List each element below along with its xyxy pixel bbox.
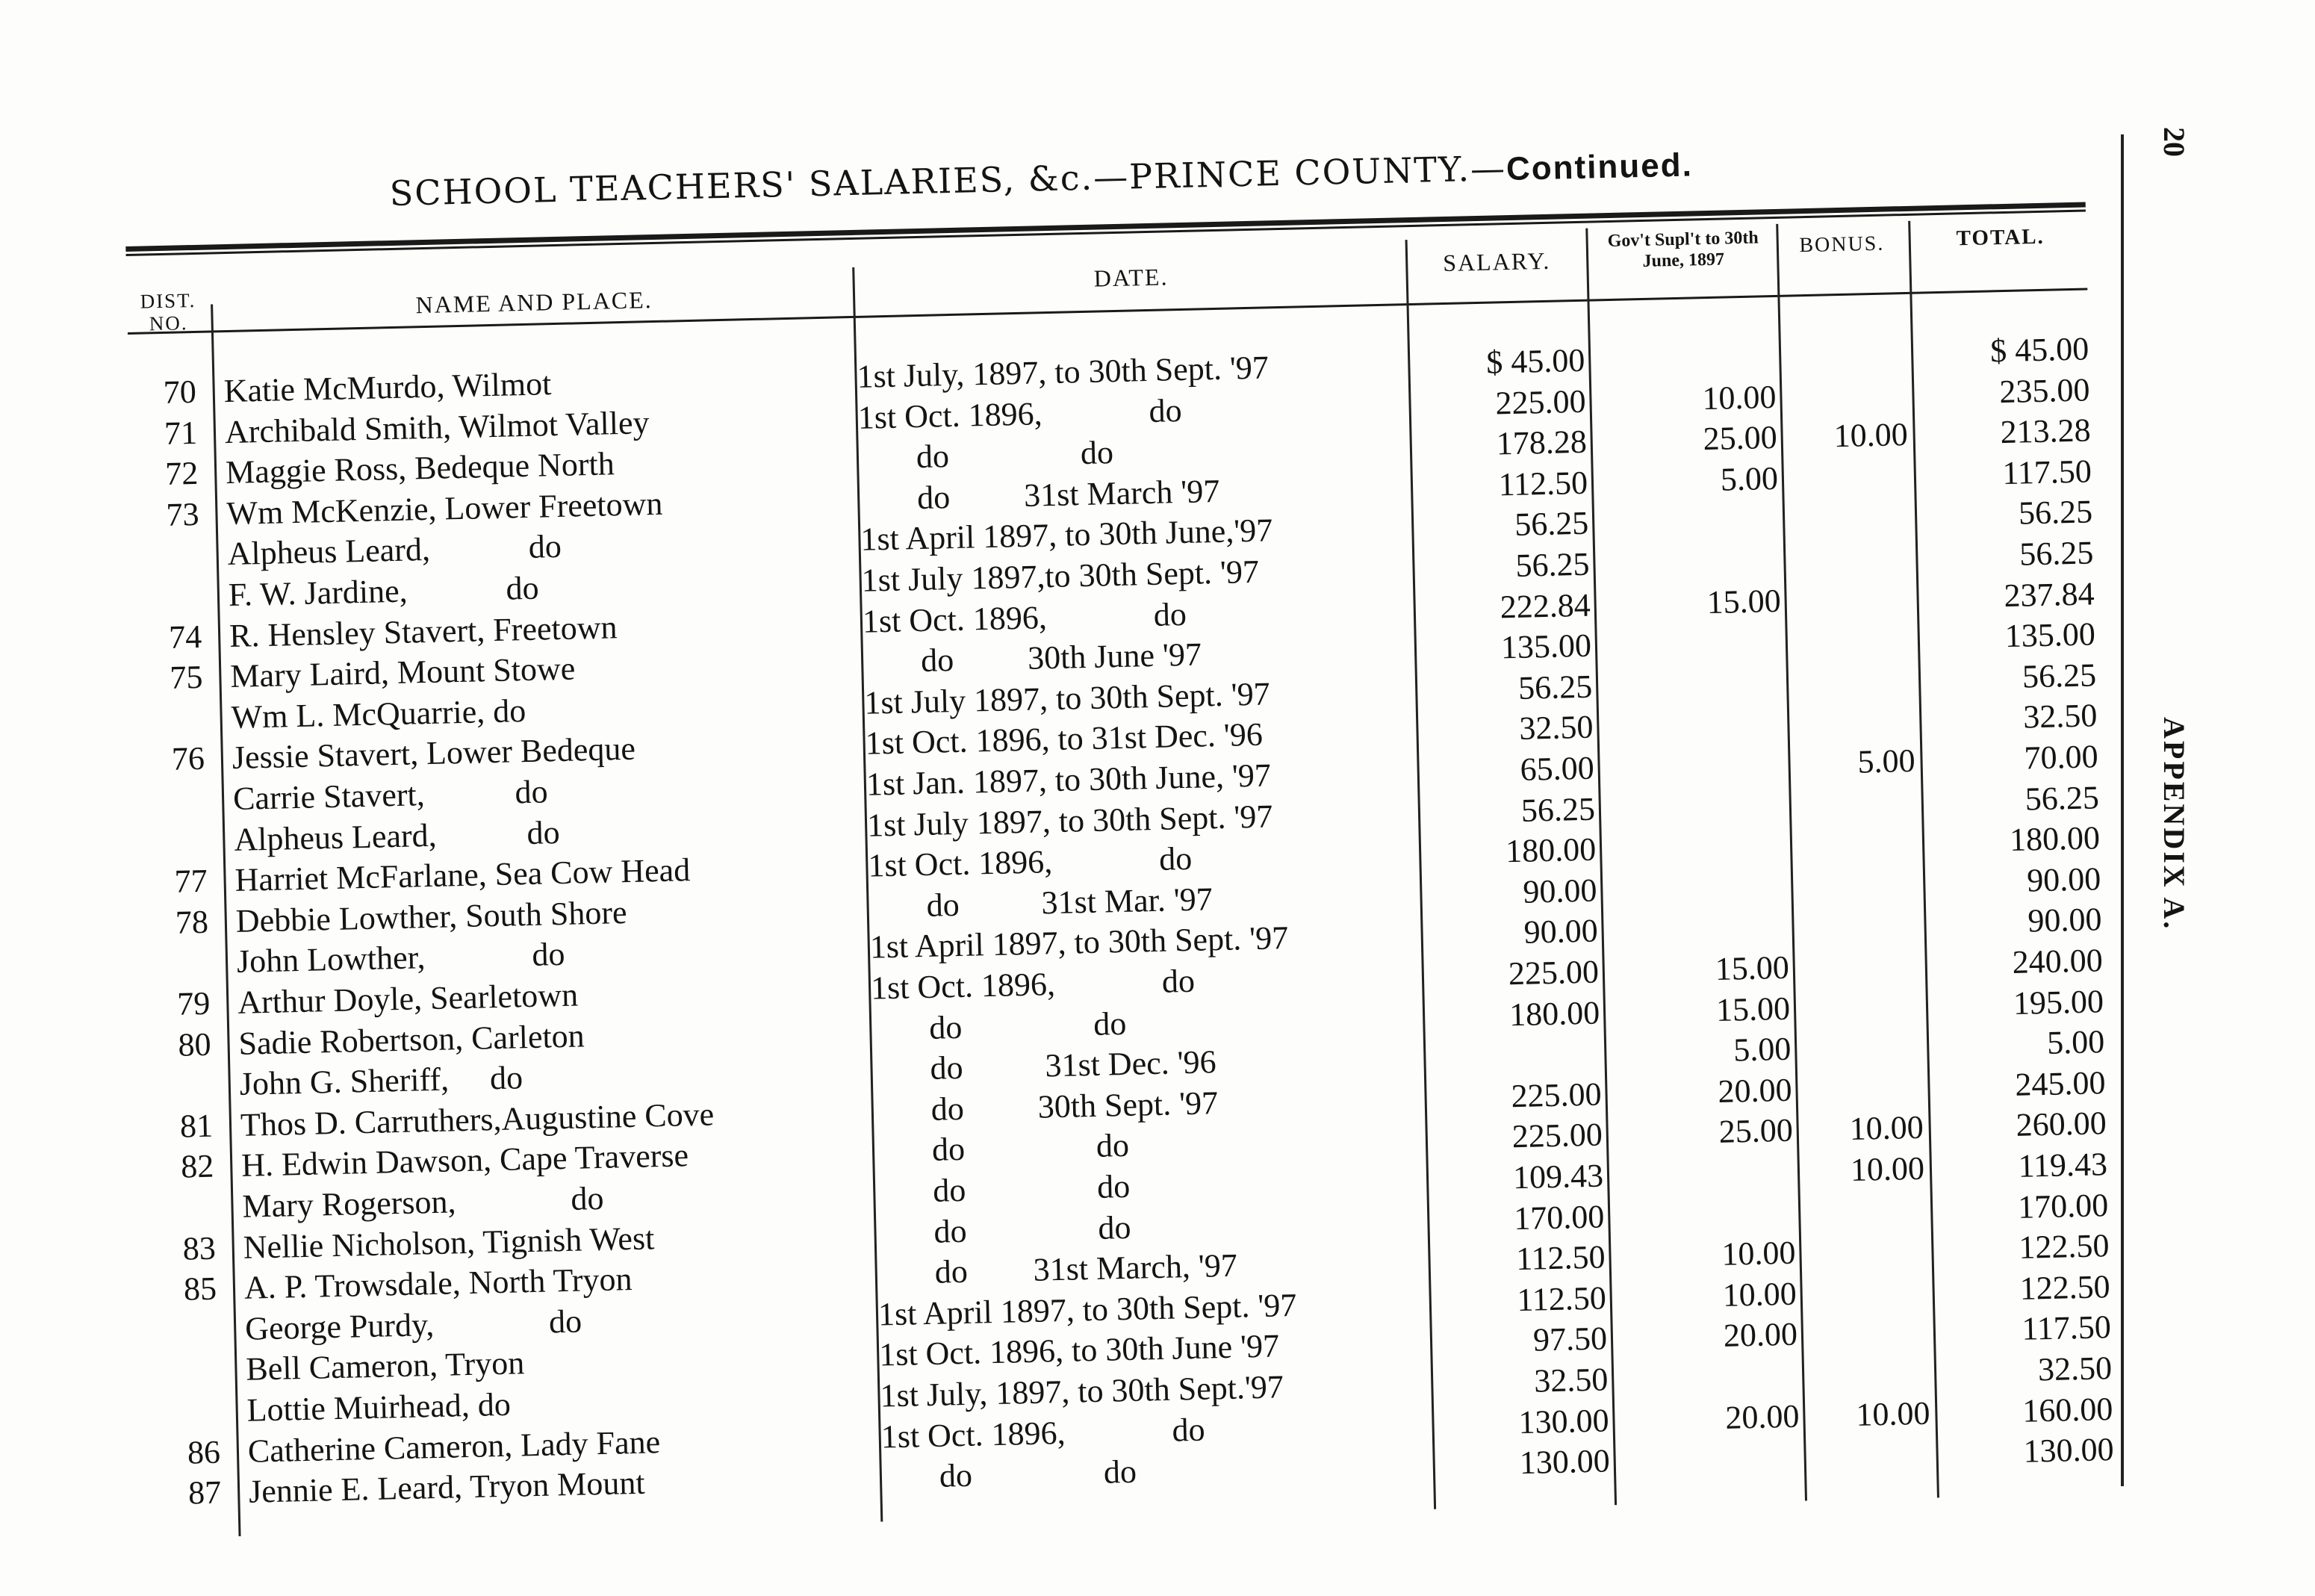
cell-date: do 30th Sept. '97 xyxy=(873,1084,1219,1129)
cell-salary: 56.25 xyxy=(1514,545,1591,584)
cell-salary: 90.00 xyxy=(1522,872,1597,910)
cell-date: 1st April 1897, to 30th June,'97 xyxy=(860,512,1273,559)
cell-dist: 71 xyxy=(164,414,198,452)
cell-bonus: 10.00 xyxy=(1833,416,1909,455)
cell-salary: 135.00 xyxy=(1500,627,1592,666)
side-page-number: 20 xyxy=(2157,127,2191,157)
cell-total: 160.00 xyxy=(2022,1390,2113,1429)
cell-dist: 75 xyxy=(169,659,203,697)
cell-salary: 65.00 xyxy=(1520,749,1595,788)
cell-total: 260.00 xyxy=(2016,1105,2107,1144)
cell-date: do 31st March, '97 xyxy=(877,1246,1238,1292)
cell-total: 195.00 xyxy=(2013,982,2104,1022)
col-header-salary: SALARY. xyxy=(1442,246,1551,277)
cell-gov: 5.00 xyxy=(1733,1030,1792,1069)
cell-dist: 70 xyxy=(163,373,197,411)
cell-date: 1st Oct. 1896, do xyxy=(857,391,1183,436)
cell-dist: 82 xyxy=(180,1148,214,1186)
cell-dist: 80 xyxy=(178,1025,212,1064)
cell-gov: 10.00 xyxy=(1721,1234,1797,1273)
cell-total: 170.00 xyxy=(2017,1186,2109,1226)
cell-gov: 15.00 xyxy=(1706,582,1782,621)
cell-gov xyxy=(1596,336,1775,340)
cell-dist: 86 xyxy=(187,1433,221,1471)
cell-date: do do xyxy=(871,1005,1127,1048)
cell-name: Alpheus Leard, do xyxy=(233,813,561,858)
cell-dist: 81 xyxy=(179,1107,214,1145)
cell-salary: 56.25 xyxy=(1517,668,1593,707)
cell-total: 135.00 xyxy=(2004,615,2096,655)
cell-total: 240.00 xyxy=(2012,942,2104,981)
cell-total: 122.50 xyxy=(2019,1267,2111,1307)
cell-name: Wm L. McQuarrie, do xyxy=(231,692,526,736)
cell-name: Lottie Muirhead, do xyxy=(246,1385,512,1429)
cell-date: 1st Oct. 1896, do xyxy=(862,595,1187,640)
cell-name: Debbie Lowther, South Shore xyxy=(235,893,627,940)
cell-name: Arthur Doyle, Searletown xyxy=(237,976,579,1021)
cell-dist: 77 xyxy=(174,862,208,900)
cell-bonus: 10.00 xyxy=(1849,1109,1924,1148)
cell-dist: 78 xyxy=(175,903,209,941)
cell-salary: 112.50 xyxy=(1498,464,1588,503)
cell-total: 5.00 xyxy=(2046,1023,2105,1062)
cell-name: R. Hensley Stavert, Freetown xyxy=(229,608,618,654)
cell-date: 1st Oct. 1896, to 30th June '97 xyxy=(878,1327,1280,1373)
cell-salary: 180.00 xyxy=(1505,830,1597,870)
cell-total: 122.50 xyxy=(2018,1227,2110,1267)
cell-salary: 178.28 xyxy=(1496,423,1588,462)
col-header-name: NAME AND PLACE. xyxy=(415,286,653,319)
col-header-dist: DIST. NO. xyxy=(140,288,196,335)
cell-total: 245.00 xyxy=(2014,1064,2106,1103)
cell-dist: 87 xyxy=(187,1474,222,1512)
cell-date: 1st April 1897, to 30th Sept. '97 xyxy=(877,1286,1297,1333)
cell-gov: 5.00 xyxy=(1720,459,1779,498)
cell-date: do 31st March '97 xyxy=(859,472,1220,518)
cell-name: Archibald Smith, Wilmot Valley xyxy=(224,403,650,450)
cell-name: Jennie E. Leard, Tryon Mount xyxy=(248,1464,646,1510)
cell-total: 90.00 xyxy=(2027,901,2103,940)
cell-date: do do xyxy=(875,1208,1132,1252)
cell-name: Sadie Robertson, Carleton xyxy=(238,1016,585,1062)
cell-name: Mary Laird, Mount Stowe xyxy=(229,650,576,695)
cell-date: 1st July 1897, to 30th Sept. '97 xyxy=(863,675,1271,721)
cell-gov: 20.00 xyxy=(1717,1071,1793,1110)
cell-salary: 130.00 xyxy=(1517,1401,1610,1441)
cell-name: H. Edwin Dawson, Cape Traverse xyxy=(240,1137,689,1184)
cell-date: do do xyxy=(858,434,1114,477)
cell-name: John G. Sheriff, do xyxy=(239,1059,523,1103)
cell-salary: 225.00 xyxy=(1511,1116,1603,1155)
cell-dist: 85 xyxy=(183,1270,217,1308)
cell-salary: 32.50 xyxy=(1518,709,1594,748)
cell-name: Mary Rogerson, do xyxy=(241,1179,604,1225)
cell-dist: 74 xyxy=(168,618,202,656)
cell-date: do do xyxy=(874,1127,1130,1170)
cell-name: Carrie Stavert, do xyxy=(232,773,549,817)
cell-gov: 15.00 xyxy=(1715,948,1790,987)
cell-total: 130.00 xyxy=(2023,1431,2115,1470)
cell-date: 1st July 1897,to 30th Sept. '97 xyxy=(861,553,1260,599)
cell-gov: 25.00 xyxy=(1718,1112,1794,1151)
col-header-total: TOTAL. xyxy=(1956,224,2045,251)
cell-dist: 72 xyxy=(164,455,199,493)
cell-bonus: 5.00 xyxy=(1857,742,1916,780)
cell-total: 56.25 xyxy=(2022,656,2097,695)
cell-date: 1st April 1897, to 30th Sept. '97 xyxy=(869,919,1289,966)
cell-name: Alpheus Leard, do xyxy=(227,528,562,573)
cell-dist: 83 xyxy=(182,1229,217,1267)
cell-name: George Purdy, do xyxy=(244,1302,582,1347)
cell-total: 117.50 xyxy=(2021,1308,2112,1348)
cell-total: 56.25 xyxy=(2018,493,2093,532)
cell-total: 213.28 xyxy=(2000,412,2092,451)
cell-date: 1st July, 1897, to 30th Sept.'97 xyxy=(879,1368,1284,1415)
cell-name: Thos D. Carruthers,Augustine Cove xyxy=(240,1096,715,1143)
page-title xyxy=(389,140,1853,214)
title-main: SCHOOL TEACHERS' SALARIES, &c.—PRINCE COUNTY.— xyxy=(389,148,1507,214)
col-header-bonus: BONUS. xyxy=(1799,232,1885,258)
cell-date: 1st July, 1897, to 30th Sept. '97 xyxy=(856,349,1270,395)
cell-name: Katie McMurdo, Wilmot xyxy=(223,365,552,410)
cell-bonus xyxy=(1783,333,1906,336)
cell-gov: 25.00 xyxy=(1703,419,1778,458)
cell-dist: 73 xyxy=(165,495,200,533)
cell-total: 180.00 xyxy=(2009,819,2101,859)
cell-name: Maggie Ross, Bedeque North xyxy=(225,445,615,491)
cell-gov: 20.00 xyxy=(1723,1316,1798,1355)
cell-total: 235.00 xyxy=(1998,371,2090,410)
cell-date: 1st Oct. 1896, to 31st Dec. '96 xyxy=(865,716,1264,763)
cell-name: Harriet McFarlane, Sea Cow Head xyxy=(234,851,691,899)
cell-name: F. W. Jardine, do xyxy=(228,569,540,614)
cell-name: Nellie Nicholson, Tignish West xyxy=(243,1219,655,1266)
cell-name: Jessie Stavert, Lower Bedeque xyxy=(232,730,636,777)
cell-gov: 10.00 xyxy=(1701,378,1777,417)
cell-date: do 31st Mar. '97 xyxy=(868,881,1214,925)
cell-salary: 225.00 xyxy=(1511,1075,1603,1115)
side-appendix-label: APPENDIX A. xyxy=(2157,717,2191,931)
cell-name: John Lowther, do xyxy=(236,936,565,981)
cell-salary: 56.25 xyxy=(1514,505,1589,544)
cell-date: do 31st Dec. '96 xyxy=(872,1043,1217,1088)
cell-total: 119.43 xyxy=(2017,1146,2108,1184)
cell-salary: $ 45.00 xyxy=(1485,341,1585,381)
cell-salary: 130.00 xyxy=(1519,1442,1611,1482)
col-header-date: DATE. xyxy=(1093,263,1169,292)
cell-salary: 222.84 xyxy=(1500,586,1591,625)
cell-salary: 170.00 xyxy=(1513,1198,1605,1237)
cell-dist: 79 xyxy=(176,984,211,1022)
cell-salary: 225.00 xyxy=(1494,382,1587,422)
cell-date: 1st Oct. 1896, do xyxy=(880,1411,1206,1456)
cell-bonus: 10.00 xyxy=(1850,1149,1925,1188)
cell-total: 32.50 xyxy=(2037,1350,2113,1388)
right-margin-rule xyxy=(2121,134,2124,1486)
cell-salary: 180.00 xyxy=(1508,994,1600,1033)
title-continued: Continued. xyxy=(1505,146,1694,188)
cell-total: 32.50 xyxy=(2022,697,2098,736)
cell-salary: 112.50 xyxy=(1515,1238,1606,1278)
cell-total: 117.50 xyxy=(2001,453,2092,491)
cell-bonus: 10.00 xyxy=(1855,1394,1930,1433)
cell-date: 1st Oct. 1896, do xyxy=(870,962,1196,1007)
cell-total: 70.00 xyxy=(2023,738,2099,777)
cell-salary: 56.25 xyxy=(1520,790,1596,829)
cell-date: do do xyxy=(874,1167,1131,1211)
cell-name: Catherine Cameron, Lady Fane xyxy=(247,1423,661,1470)
cell-total: 90.00 xyxy=(2026,860,2101,899)
cell-gov: 20.00 xyxy=(1724,1397,1800,1436)
cell-salary: 97.50 xyxy=(1532,1320,1608,1359)
cell-date: do do xyxy=(881,1453,1137,1496)
cell-gov: 10.00 xyxy=(1722,1275,1797,1314)
cell-salary: 90.00 xyxy=(1523,912,1599,951)
cell-gov: 15.00 xyxy=(1715,990,1791,1028)
cell-salary: 109.43 xyxy=(1512,1157,1604,1196)
col-header-gov-supplement: Gov't Supl't to 30th June, 1897 xyxy=(1607,228,1759,271)
cell-date: 1st Jan. 1897, to 30th June, '97 xyxy=(866,757,1272,803)
cell-name: Bell Cameron, Tryon xyxy=(245,1344,525,1388)
cell-date: 1st Oct. 1896, do xyxy=(867,840,1193,884)
cell-salary: 32.50 xyxy=(1533,1361,1609,1400)
cell-salary: 112.50 xyxy=(1516,1279,1607,1318)
cell-salary: 225.00 xyxy=(1508,953,1600,993)
cell-total: 237.84 xyxy=(2004,574,2095,614)
cell-total: 56.25 xyxy=(2019,534,2094,573)
cell-date: do 30th June '97 xyxy=(863,636,1202,680)
cell-total: $ 45.00 xyxy=(1989,330,2089,370)
cell-total: 56.25 xyxy=(2025,778,2100,818)
cell-dist: 76 xyxy=(171,740,205,778)
cell-date: 1st July 1897, to 30th Sept. '97 xyxy=(866,797,1273,844)
cell-name: A. P. Trowsdale, North Tryon xyxy=(243,1261,633,1306)
cell-name: Wm McKenzie, Lower Freetown xyxy=(226,485,663,532)
